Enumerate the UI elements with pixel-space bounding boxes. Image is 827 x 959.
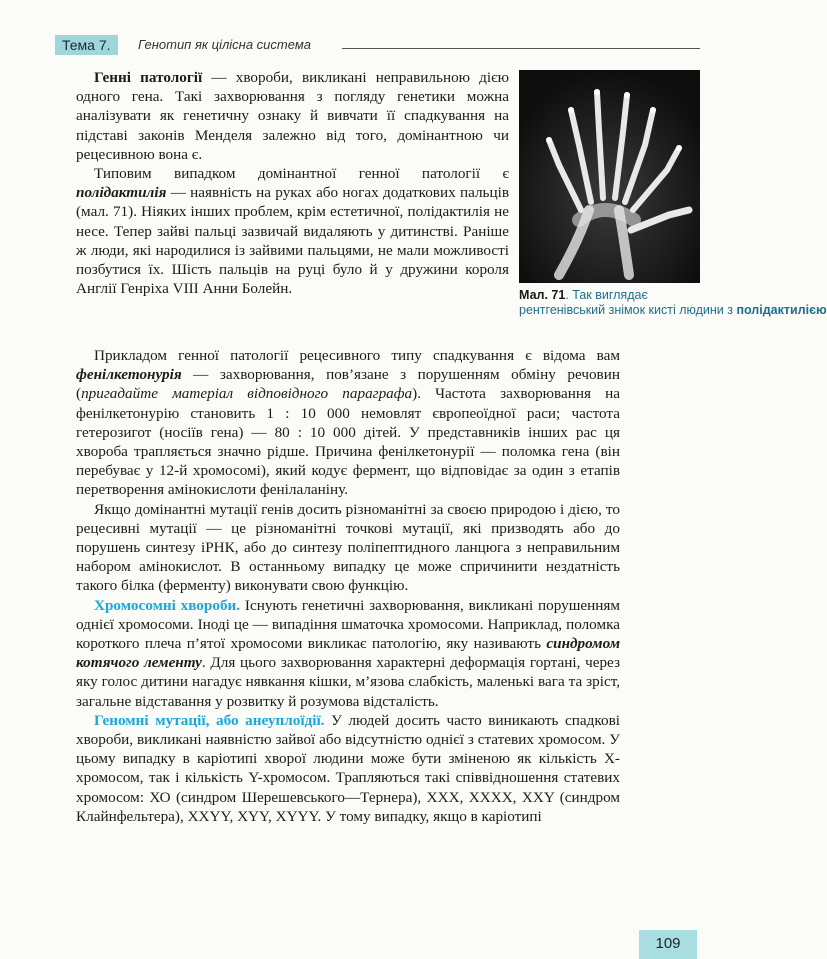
term-polydactyly: полідактилія — [76, 184, 167, 202]
paragraph-phenylketonuria: Прикладом генної патології рецесивного типу спадкування є відома вам фенілкетонурія — захворювання, пов’язане з порушенням обміну речовин (пригадайте матеріал відповідного параграфа). Частота захворювання на фенілкетонурію становить 1 : 10 000 немовлят європеоїдної раси; частота гетерозигот (носіїв гена) — 80 : 10 000 дітей. У представників інших рас ця хвороба трапляється значно рідше. Причина фенілкетонурії — поломка гена (він перебуває у 12-й хромосомі), який кодує фермент, що відповідає за один з етапів перетворення амінокислоти фенілаланіну. — [76, 347, 621, 499]
heading-chromosomal-diseases: Хромосомні хвороби. — [94, 596, 241, 614]
term-genetic-pathologies: Генні патології — [94, 69, 203, 86]
topic-label: Тема 7. — [55, 35, 118, 55]
xray-hand-image — [519, 70, 700, 283]
figure-caption: Мал. 71. Так виглядає рентгенівський знімок кисті людини з полідактилією — [519, 288, 827, 317]
topic-title: Генотип як цілісна система — [138, 37, 311, 52]
term-phenylketonuria: фенілкетонурія — [76, 366, 182, 384]
paragraph-genetic-pathologies: Генні патології — хвороби, викликані неправильною дією одного гена. Такі захворювання з погляду генетики можна аналізувати як генетичну ознаку й вивчати її спадкування на підставі законів Менделя залежно від того, домінантною чи рецесивною вона є. — [76, 69, 509, 163]
paragraph-chromosomal-diseases: Хромосомні хвороби. Існують генетичні захворювання, викликані порушенням однієї хромосоми. Іноді це — випадіння шматочка хромосоми. Наприклад, поломка короткого плеча п’ятої хромосоми викликає патологію, яку називають синдромом котячого лементу. Для цього захворювання характерні деформація гортані, через яку голос дитини нагадує нявкання кішки, м’язова слабкість, маленькі вага та зріст, загальне відставання у розвитку й розумова відсталість. — [76, 596, 620, 710]
xray-hand-icon — [519, 70, 700, 283]
heading-genomic-mutations: Геномні мутації, або анеуплоїдії. — [94, 711, 325, 729]
reminder-note: пригадайте матеріал відповідного параграфа — [81, 385, 413, 403]
paragraph-polydactyly: Типовим випадком домінантної генної патології є полідактилія — наявність на руках або ногах додаткових пальців (мал. 71). Ніяких інших проблем, крім естетичної, полідактилія не несе. Тепер зайві пальці зазвичай видаляють у дитинстві. Раніше ж люди, які народилися із зайвими пальцями, не мали можливості позбутися їх. Шість пальців на руці було й у дружини короля Англії Генріха VIII Анни Болейн. — [76, 165, 509, 298]
page-number: 109 — [639, 930, 697, 959]
page-header — [55, 35, 700, 57]
text-column-narrow — [76, 68, 509, 298]
figure-label: Мал. 71 — [519, 288, 566, 302]
paragraph-genomic-mutations: Геномні мутації, або анеуплоїдії. У людей досить часто виникають спадкові хвороби, викликані наявністю зайвої або відсутністю однієї з статевих хромосом. У цьому випадку в каріотипі хворої людини може бути зміненою як кількість Х-хромосом, так і кількість Y-хромосом. Трапляються такі співвідношення статевих хромосом: ХО (синдром Шерешевського—Тернера), ХХХ, ХХХХ, ХХY (синдром Клайнфельтера), ХХYY, ХYY, ХYYY. У тому випадку, якщо в каріотипі — [76, 711, 620, 825]
paragraph-mutations: Якщо домінантні мутації генів досить різноманітні за своєю природою і дією, то рецесивні мутації — це різноманітні точкові мутації, які призводять або до порушень синтезу іРНК, або до синтезу поліпептидного ланцюга з неправильним набором амінокислот. В останньому випадку це може спричинити нездатність такого білка (ферменту) виконувати свою функцію. — [76, 500, 620, 595]
term-cri-du-chat: синдромом котячого лементу — [76, 635, 620, 672]
header-rule — [342, 48, 700, 49]
text-column-wide — [76, 346, 620, 826]
